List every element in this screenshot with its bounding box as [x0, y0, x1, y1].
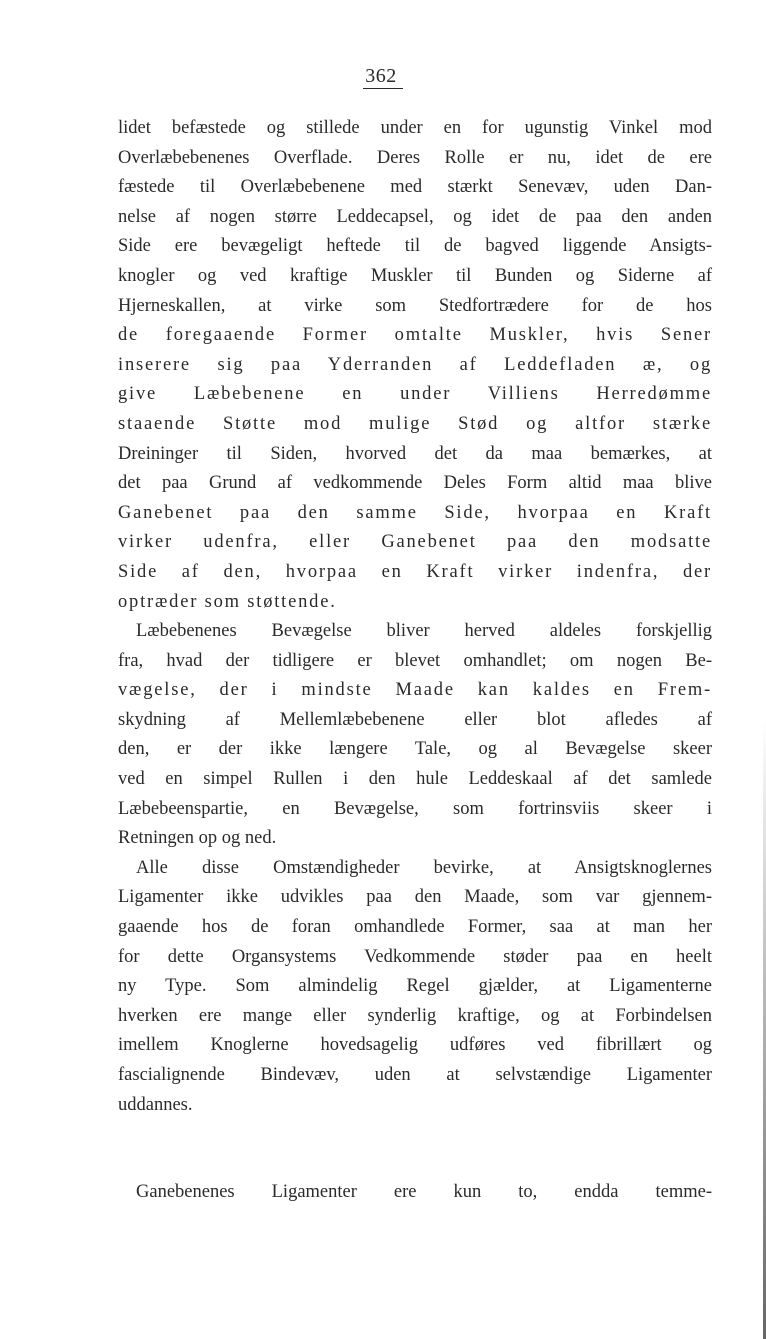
text-line: det paa Grund af vedkommende Deles Form altid maa blive — [118, 473, 712, 494]
text-line: Ganebenenes Ligamenter ere kun to, endda temme- — [136, 1182, 712, 1203]
section-gap — [118, 1120, 712, 1178]
text-line: ny Type. Som almindelig Regel gjælder, at Ligamenterne — [118, 976, 712, 997]
text-line: Alle disse Omstændigheder bevirke, at Ansigtsknoglernes — [136, 857, 712, 878]
page-number-text: 362 — [363, 64, 403, 89]
text-line: optræder som støttende. — [118, 591, 337, 612]
text-line: imellem Knoglerne hovedsagelig udføres ved fibrillært og — [118, 1035, 712, 1056]
text-line: Hjerneskallen, at virke som Stedfortrædere for de hos — [118, 295, 712, 316]
text-line: den, er der ikke længere Tale, og al Bevægelse skeer — [118, 739, 712, 760]
text-line: Side af den, hvorpaa en Kraft virker indenfra, der — [118, 561, 712, 582]
text-line: give Læbebenene en under Villiens Herredømme — [118, 384, 712, 405]
text-line: gaaende hos de foran omhandlede Former, saa at man her — [118, 917, 712, 938]
text-line: Overlæbebenenes Overflade. Deres Rolle er nu, idet de ere — [118, 147, 712, 168]
text-line: vægelse, der i mindste Maade kan kaldes en Frem- — [118, 680, 712, 701]
text-line: Dreininger til Siden, hvorved det da maa bemærkes, at — [118, 443, 712, 464]
text-line: Side ere bevægeligt heftede til de bagved liggende Ansigts- — [118, 236, 712, 257]
paragraph — [118, 114, 712, 617]
text-line: lidet befæstede og stillede under en for ugunstig Vinkel mod — [118, 118, 712, 138]
text-line: for dette Organsystems Vedkommende støder paa en heelt — [118, 946, 712, 967]
text-line: virker udenfra, eller Ganebenet paa den modsatte — [118, 532, 712, 553]
text-line: Ligamenter ikke udvikles paa den Maade, som var gjennem- — [118, 887, 712, 908]
text-line: nelse af nogen større Leddecapsel, og idet de paa den anden — [118, 206, 712, 227]
text-line: inserere sig paa Yderranden af Leddefladen æ, og — [118, 354, 712, 375]
text-line: ved en simpel Rullen i den hule Leddeskaal af det samlede — [118, 769, 712, 790]
text-line: uddannes. — [118, 1094, 193, 1115]
text-line: knogler og ved kraftige Muskler til Bunden og Siderne af — [118, 265, 712, 286]
paragraph — [118, 854, 712, 1120]
text-line: Læbebeenspartie, en Bevægelse, som fortrinsviis skeer i — [118, 798, 712, 819]
text-line: Ganebenet paa den samme Side, hvorpaa en Kraft — [118, 502, 712, 523]
text-line: fæstede til Overlæbebenene med stærkt Senevæv, uden Dan- — [118, 177, 712, 198]
text-line: skydning af Mellemlæbebenene eller blot afledes af — [118, 709, 712, 730]
text-line: de foregaaende Former omtalte Muskler, hvis Sener — [118, 325, 712, 346]
text-line: fra, hvad der tidligere er blevet omhandlet; om nogen Be- — [118, 650, 712, 671]
text-line: hverken ere mange eller synderlig kraftige, og at Forbindelsen — [118, 1005, 712, 1026]
page-body — [118, 114, 712, 1208]
text-line: staaende Støtte mod mulige Stød og altfor stærke — [118, 413, 712, 434]
text-line: Retningen op og ned. — [118, 828, 277, 849]
page-number — [0, 64, 766, 89]
text-line: Læbebenenes Bevægelse bliver herved aldeles forskjellig — [136, 621, 712, 642]
paragraph — [118, 1178, 712, 1208]
paragraph — [118, 617, 712, 854]
text-line: fascialignende Bindevæv, uden at selvstændige Ligamenter — [118, 1065, 712, 1085]
